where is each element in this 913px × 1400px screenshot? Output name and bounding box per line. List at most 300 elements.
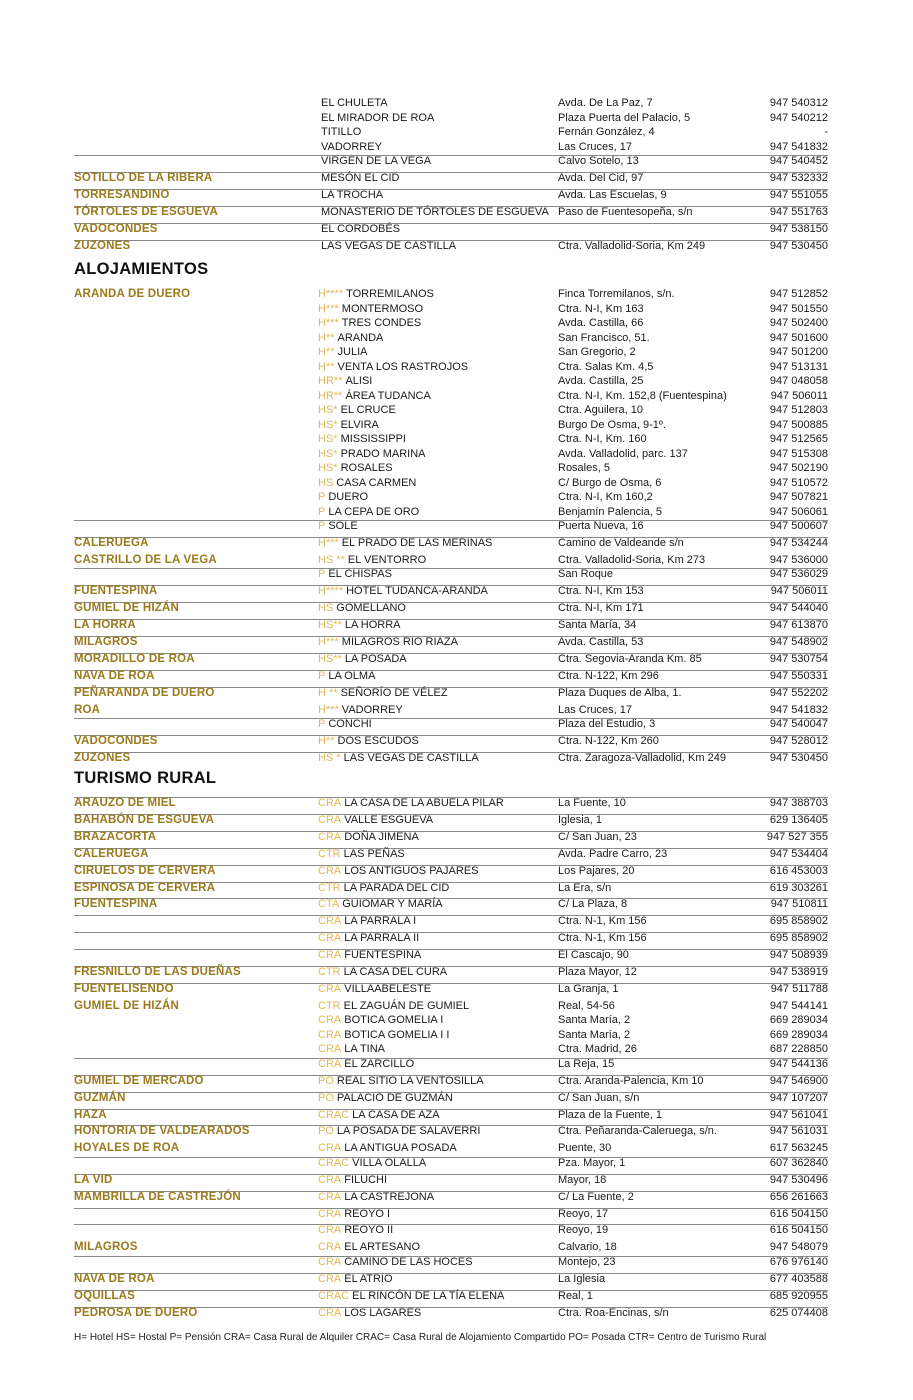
phone-number: 947 502190	[769, 462, 828, 474]
address: Plaza Mayor, 12	[558, 966, 637, 978]
category-code: H***	[318, 635, 339, 648]
phone-number: 947 541832	[769, 140, 828, 153]
establishment	[318, 390, 431, 403]
phone-number: 619 303261	[769, 881, 828, 894]
establishment	[318, 317, 421, 330]
table-row	[74, 686, 828, 699]
establishment	[318, 1208, 390, 1221]
address: Ctra. N-I, Km 163	[558, 302, 644, 315]
establishment	[318, 520, 358, 533]
establishment	[318, 1075, 484, 1088]
table-row	[74, 797, 828, 809]
address: Puente, 30	[558, 1142, 612, 1155]
establishment-name: BOTICA GOMELIA I I	[344, 1028, 450, 1041]
category-code: CRAC	[318, 1289, 350, 1302]
establishment	[318, 1307, 421, 1320]
town-name: FRESNILLO DE LAS DUEÑAS	[74, 966, 241, 978]
establishment	[318, 1043, 385, 1056]
establishment	[318, 346, 367, 359]
establishment	[318, 687, 448, 700]
phone-number: 685 920955	[769, 1289, 828, 1302]
address: Ctra. Salas Km. 4,5	[558, 360, 654, 373]
address: C/ La Plaza, 8	[558, 898, 628, 911]
establishment	[318, 491, 368, 504]
establishment-name: DUERO	[328, 491, 369, 503]
table-row	[74, 568, 828, 581]
category-code: HS*	[318, 418, 338, 431]
town-name: MAMBRILLA DE CASTREJÓN	[74, 1190, 241, 1203]
phone-number: 947 548902	[769, 635, 828, 648]
establishment-name: DOÑA JIMENA	[344, 830, 419, 843]
establishment	[318, 141, 382, 154]
establishment-name: LA POSADA DE SALAVERRI	[336, 1125, 481, 1138]
phone-number: 947 515308	[769, 447, 828, 460]
town-name: GUMIEL DE MERCADO	[74, 1074, 204, 1087]
establishment	[318, 1142, 457, 1155]
address: Avda. Del Cid, 97	[558, 171, 644, 184]
establishment	[318, 189, 383, 202]
table-row	[74, 1289, 828, 1302]
establishment	[318, 1125, 480, 1138]
address: Santa María, 2	[558, 1028, 631, 1041]
establishment	[318, 831, 419, 844]
table-row	[74, 982, 828, 995]
establishment-name: MISSISSIPPI	[340, 433, 406, 445]
establishment-name: LAS VEGAS DE CASTILLA	[321, 239, 457, 252]
category-code: HR**	[318, 375, 343, 387]
phone-number: 687 228850	[769, 1043, 828, 1056]
establishment-name: EL MIRADOR DE ROA	[321, 111, 435, 124]
establishment-name: SEÑORÍO DE VÉLEZ	[340, 686, 448, 699]
address: Calvo Sotelo, 13	[558, 155, 639, 167]
phone-number: 947 536000	[769, 553, 828, 566]
address: La Iglesia	[558, 1272, 606, 1285]
phone-number: 695 858902	[769, 932, 828, 945]
category-code: CRA	[318, 830, 342, 843]
establishment	[318, 670, 375, 683]
phone-number: 677 403588	[769, 1272, 828, 1285]
establishment	[318, 915, 416, 928]
town-name: SOTILLO DE LA RIBERA	[74, 171, 213, 184]
establishment	[318, 1092, 453, 1105]
phone-number: 947 540212	[769, 111, 828, 124]
category-code: H**	[318, 346, 335, 358]
phone-number: 947 532332	[769, 171, 828, 184]
address: Plaza Duques de Alba, 1.	[558, 686, 682, 699]
address: Ctra. Segovia-Aranda Km. 85	[558, 652, 702, 665]
establishment-name: LAS VEGAS DE CASTILLA	[343, 751, 479, 764]
phone-number: 616 453003	[769, 864, 828, 877]
category-code: PO	[318, 1091, 334, 1104]
phone-number: -	[824, 126, 828, 138]
establishment	[318, 1290, 504, 1303]
establishment	[318, 735, 419, 748]
establishment	[318, 1256, 473, 1269]
phone-number: 947 548079	[769, 1241, 828, 1254]
address: Camino de Valdeande s/n	[558, 536, 684, 549]
establishment-name: PALACIO DE GUZMÁN	[336, 1091, 453, 1104]
address: Mayor, 18	[558, 1173, 607, 1186]
table-row	[74, 171, 828, 184]
establishment	[318, 303, 423, 316]
establishment-name: LAS PEÑAS	[343, 847, 405, 860]
establishment-name: VIRGEN DE LA VEGA	[321, 155, 432, 167]
town-name: OQUILLAS	[74, 1289, 136, 1302]
establishment-name: VALLE ESGUEVA	[344, 813, 434, 826]
table-row	[74, 718, 828, 730]
town-name: MORADILLO DE ROA	[74, 652, 195, 665]
establishment-name: EL RINCÓN DE LA TÍA ELENA	[352, 1289, 505, 1302]
establishment	[318, 704, 403, 717]
establishment	[318, 602, 406, 615]
phone-number: 947 500885	[769, 418, 828, 431]
establishment-name: LA HORRA	[344, 619, 401, 631]
town-name: HOYALES DE ROA	[74, 1142, 180, 1155]
phone-number: 947 530450	[769, 239, 828, 252]
establishment-name: LA PARADA DEL CID	[343, 881, 450, 894]
address: Burgo De Osma, 9-1º.	[558, 418, 666, 431]
town-name: FUENTESPINA	[74, 898, 158, 911]
legend: H= Hotel HS= Hostal P= Pensión CRA= Casa Rural de Alquiler CRAC= Casa Rural de Alojamiento Compartido PO= Posada CTR= Centro de Turismo Rural	[74, 1332, 767, 1343]
establishment	[318, 1174, 387, 1187]
establishment-name: LA PARRALA I	[344, 915, 417, 928]
establishment-name: VILLAABELESTE	[344, 982, 432, 995]
table-row	[74, 536, 828, 549]
address: Finca Torremilanos, s/n.	[558, 288, 675, 300]
establishment	[318, 223, 400, 236]
establishment-name: HOTEL TUDANCA-ARANDA	[346, 585, 488, 598]
address: Ctra. Valladolid-Soria, Km 249	[558, 239, 706, 252]
category-code: CRA	[318, 1190, 342, 1203]
establishment	[318, 865, 479, 878]
phone-number: 947 528012	[769, 734, 828, 747]
phone-number: 947 538919	[769, 966, 828, 978]
category-code: P	[318, 520, 326, 532]
category-code: CRAC	[318, 1156, 350, 1169]
establishment-name: EL CHULETA	[321, 97, 388, 109]
phone-number: 947 544136	[769, 1057, 828, 1070]
address: Montejo, 23	[558, 1255, 616, 1268]
town-name: FUENTESPINA	[74, 585, 158, 598]
establishment	[318, 361, 468, 374]
establishment-name: FUENTESPINA	[344, 949, 422, 962]
category-code: CRA	[318, 1057, 342, 1070]
town-name: HAZA	[74, 1108, 107, 1121]
address: Avda. Valladolid, parc. 137	[558, 447, 688, 460]
phone-number: 947 534244	[769, 536, 828, 549]
establishment	[318, 206, 549, 219]
address: Plaza de la Fuente, 1	[558, 1108, 662, 1121]
phone-number: 947 530754	[769, 652, 828, 665]
address: Avda. Castilla, 25	[558, 375, 644, 387]
establishment-name: EL ZARCILLO	[344, 1057, 415, 1070]
phone-number: 947 506011	[770, 585, 828, 598]
phone-number: 616 504150	[769, 1207, 828, 1220]
category-code: CRAC	[318, 1108, 350, 1121]
category-code: P	[318, 669, 326, 682]
establishment	[318, 1273, 393, 1286]
phone-number: 625 074408	[769, 1306, 828, 1319]
establishment	[318, 619, 400, 632]
category-code: CRA	[318, 915, 342, 928]
establishment-name: LA ANTIGUA POSADA	[344, 1142, 457, 1155]
town-name: CALERUEGA	[74, 536, 149, 549]
phone-number: 617 563245	[769, 1142, 828, 1155]
category-code: H***	[318, 317, 339, 329]
phone-number: 669 289034	[769, 1014, 828, 1027]
establishment	[318, 448, 426, 461]
category-code: CTR	[318, 847, 341, 860]
phone-number: 947 552202	[769, 686, 828, 699]
address: Real, 54-56	[558, 999, 615, 1012]
table-row	[74, 813, 828, 826]
establishment-name: LA CASA DEL CURA	[343, 966, 448, 978]
establishment-name: EL ZAGUÁN DE GUMIEL	[343, 999, 470, 1012]
table-row	[74, 155, 828, 167]
phone-number: 947 507821	[769, 491, 828, 503]
phone-number: 947 048058	[769, 375, 828, 387]
establishment-name: EL ATRIO	[344, 1272, 393, 1285]
establishment-name: DOS ESCUDOS	[337, 734, 419, 747]
town-name: PEDROSA DE DUERO	[74, 1306, 198, 1319]
phone-number: 947 500607	[769, 520, 828, 532]
address: Santa María, 2	[558, 1014, 631, 1027]
category-code: H**	[318, 734, 335, 747]
phone-number: 947 544141	[769, 999, 828, 1012]
table-row	[74, 864, 828, 877]
table-row	[74, 847, 828, 860]
address: Ctra. N-1, Km 156	[558, 915, 647, 928]
phone-number: 947 527 355	[766, 830, 828, 843]
address: Ctra. N-I, Km 153	[558, 585, 644, 598]
phone-number: 947 540047	[769, 718, 828, 730]
address: C/ San Juan, s/n	[558, 1091, 640, 1104]
category-code: CRA	[318, 1142, 342, 1155]
phone-number: 947 510572	[769, 476, 828, 489]
establishment-name: VADORREY	[321, 140, 382, 153]
table-row	[74, 932, 828, 945]
address: Ctra. N-I, Km 160,2	[558, 491, 653, 503]
phone-number: 947 512565	[769, 433, 828, 445]
phone-number: 947 534404	[769, 847, 828, 860]
table-row	[74, 881, 828, 894]
section-heading-alojamientos: ALOJAMIENTOS	[74, 260, 209, 278]
establishment-name: REAL SITIO LA VENTOSILLA	[336, 1074, 484, 1087]
phone-number: 629 136405	[769, 813, 828, 826]
table-row	[74, 915, 828, 928]
address: Paso de Fuentesopeña, s/n	[558, 205, 693, 218]
establishment-name: CASA CARMEN	[336, 476, 417, 489]
establishment-name: MESÓN EL CID	[321, 171, 400, 184]
establishment	[318, 433, 406, 446]
establishment-name: GUIOMAR Y MARÍA	[342, 898, 443, 911]
address: Avda. Padre Carro, 23	[558, 847, 668, 860]
address: Ctra. N-I, Km. 152,8 (Fuentespina)	[558, 389, 727, 402]
category-code: H****	[318, 288, 344, 300]
town-name: FUENTELISENDO	[74, 982, 174, 995]
address: Iglesia, 1	[558, 813, 603, 826]
establishment-name: EL CRUCE	[340, 404, 396, 416]
establishment	[318, 966, 447, 979]
category-code: H **	[318, 686, 338, 699]
phone-number: 947 613870	[769, 619, 828, 631]
category-code: HS*	[318, 404, 338, 416]
address: Avda. Castilla, 53	[558, 635, 644, 648]
address: Ctra. N-122, Km 260	[558, 734, 659, 747]
table-row	[74, 1255, 828, 1268]
category-code: CTR	[318, 881, 341, 894]
establishment	[318, 554, 426, 567]
table-row	[74, 188, 828, 201]
address: Avda. De La Paz, 7	[558, 97, 653, 109]
establishment	[318, 126, 361, 139]
establishment-name: LA PARRALA II	[344, 932, 420, 945]
address: Calvario, 18	[558, 1241, 617, 1254]
address: Ctra. N-I, Km 171	[558, 602, 644, 615]
phone-number: 947 512852	[769, 288, 828, 300]
establishment	[318, 97, 388, 110]
establishment-name: LOS ANTIGUOS PAJARES	[344, 864, 479, 877]
address: Fernán González, 4	[558, 126, 655, 138]
phone-number: 947 550331	[769, 669, 828, 682]
address: Ctra. Valladolid-Soria, Km 273	[558, 553, 706, 566]
phone-number: 947 540452	[769, 155, 828, 167]
address: San Roque	[558, 568, 614, 581]
establishment-name: LA OLMA	[328, 669, 376, 682]
category-code: H**	[318, 331, 335, 344]
category-code: CRA	[318, 932, 342, 945]
town-name: ARANDA DE DUERO	[74, 288, 191, 300]
establishment-name: GOMELLANO	[336, 602, 406, 615]
category-code: CRA	[318, 797, 342, 809]
category-code: HS	[318, 476, 334, 489]
table-row	[74, 1306, 828, 1319]
table-row	[74, 222, 828, 235]
table-row	[74, 751, 828, 764]
establishment-name: LA CASA DE LA ABUELA PILAR	[344, 797, 504, 809]
establishment-name: EL PRADO DE LAS MERINAS	[341, 536, 493, 549]
address: Ctra. Aranda-Palencia, Km 10	[558, 1074, 704, 1087]
address: Ctra. Peñaranda-Caleruega, s/n.	[558, 1125, 717, 1138]
establishment	[318, 983, 431, 996]
town-name: ARAUZO DE MIEL	[74, 797, 176, 809]
table-row	[74, 239, 828, 252]
address: Plaza Puerta del Palacio, 5	[558, 111, 691, 124]
phone-number: 947 508939	[769, 949, 828, 962]
establishment	[318, 477, 416, 490]
phone-number: 947 511788	[770, 982, 828, 995]
phone-number: 947 388703	[769, 797, 828, 809]
establishment-name: LA POSADA	[344, 652, 407, 665]
establishment	[318, 1241, 420, 1254]
phone-number: 947 551763	[769, 205, 828, 218]
establishment	[318, 375, 372, 388]
phone-number: 947 501600	[769, 331, 828, 344]
establishment-name: TITILLO	[321, 126, 362, 138]
address: C/ La Fuente, 2	[558, 1190, 634, 1203]
phone-number: 947 536029	[769, 568, 828, 581]
table-row	[74, 585, 828, 598]
town-name: CASTRILLO DE LA VEGA	[74, 553, 217, 566]
establishment	[318, 240, 456, 253]
category-code: CRA	[318, 1014, 342, 1027]
establishment	[318, 288, 434, 301]
table-row	[74, 1207, 828, 1220]
town-name: NAVA DE ROA	[74, 1272, 155, 1285]
address: C/ San Juan, 23	[558, 830, 637, 843]
address: C/ Burgo de Osma, 6	[558, 476, 662, 489]
establishment-name: MONASTERIO DE TÓRTOLES DE ESGUEVA	[321, 205, 549, 218]
address: Las Cruces, 17	[558, 140, 632, 153]
table-row	[74, 734, 828, 747]
address: Los Pajares, 20	[558, 864, 635, 877]
establishment-name: LOS LAGARES	[344, 1306, 422, 1319]
category-code: P	[318, 505, 326, 518]
establishment-name: MONTERMOSO	[341, 302, 424, 315]
address: La Era, s/n	[558, 881, 612, 894]
establishment	[318, 462, 393, 475]
establishment-name: REOYO I	[344, 1207, 391, 1220]
category-code: CRA	[318, 1207, 342, 1220]
town-name: GUZMÁN	[74, 1091, 126, 1104]
establishment	[318, 898, 443, 911]
category-code: HS**	[318, 652, 342, 665]
town-name: LA HORRA	[74, 619, 136, 631]
table-row	[74, 898, 828, 911]
phone-number: 947 541832	[769, 703, 828, 716]
establishment	[318, 718, 372, 731]
address: Ctra. N-I, Km. 160	[558, 433, 647, 445]
establishment-name: TORREMILANOS	[346, 288, 434, 300]
address: La Reja, 15	[558, 1057, 615, 1070]
address: Ctra. N-1, Km 156	[558, 932, 647, 945]
establishment	[318, 332, 383, 345]
category-code: CTR	[318, 999, 341, 1012]
establishment	[318, 568, 392, 581]
establishment-name: ARANDA	[337, 331, 384, 344]
town-name: TÓRTOLES DE ESGUEVA	[74, 205, 218, 218]
address: El Cascajo, 90	[558, 949, 629, 962]
establishment-name: LA CASA DE AZA	[352, 1108, 440, 1121]
establishment	[318, 1014, 443, 1027]
establishment-name: VENTA LOS RASTROJOS	[337, 360, 469, 373]
table-row	[74, 949, 828, 962]
establishment-name: LA CEPA DE ORO	[328, 505, 420, 518]
phone-number: 947 506061	[769, 505, 828, 518]
establishment-name: EL CHISPAS	[328, 568, 392, 581]
table-row	[74, 669, 828, 682]
table-row	[74, 1057, 828, 1070]
town-name: CALERUEGA	[74, 847, 149, 860]
table-row	[74, 1156, 828, 1169]
establishment-name: LA TROCHA	[321, 188, 384, 201]
establishment	[318, 814, 433, 827]
category-code: CRA	[318, 1043, 342, 1056]
category-code: HS**	[318, 619, 342, 631]
establishment	[318, 419, 379, 432]
establishment-name: VADORREY	[341, 703, 403, 716]
town-name: BRAZACORTA	[74, 830, 157, 843]
establishment-name: BOTICA GOMELIA I	[344, 1014, 444, 1027]
address: Ctra. Roa-Encinas, s/n	[558, 1306, 669, 1319]
establishment	[318, 1191, 434, 1204]
address: Santa María, 34	[558, 619, 637, 631]
phone-number: 947 506011	[770, 389, 828, 402]
phone-number: 607 362840	[769, 1156, 828, 1169]
establishment	[318, 949, 421, 962]
phone-number: 947 538150	[769, 222, 828, 235]
establishment	[318, 1058, 414, 1071]
